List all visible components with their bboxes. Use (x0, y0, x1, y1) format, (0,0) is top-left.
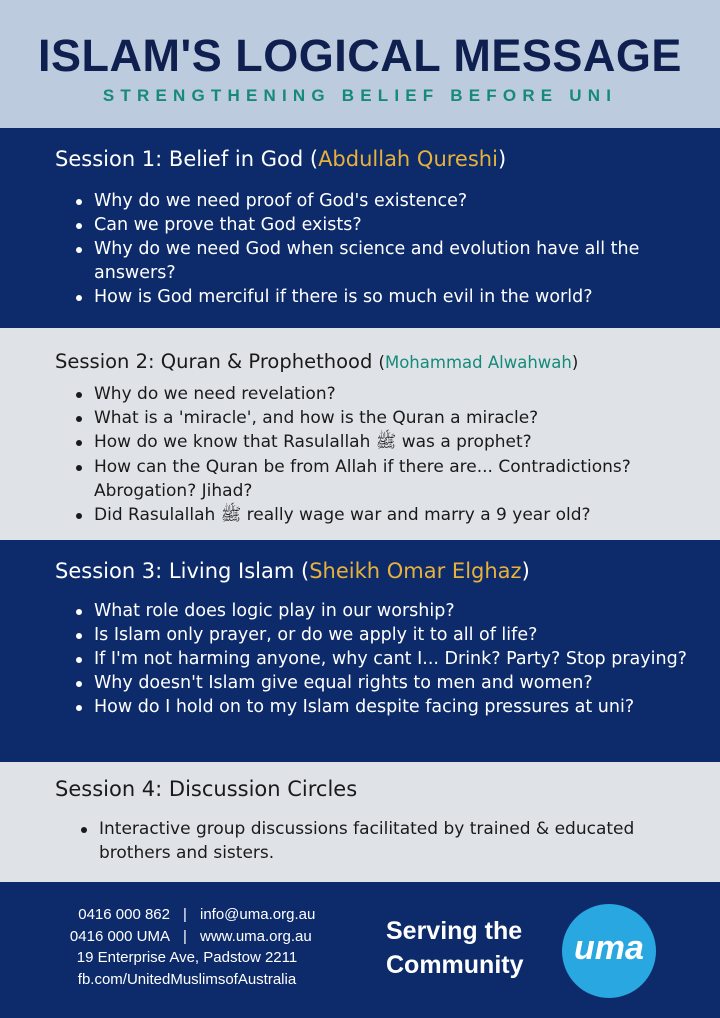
list-item: What role does logic play in our worship? (94, 599, 706, 623)
session-1-speaker: Abdullah Qureshi (318, 147, 498, 171)
contact-block (42, 904, 342, 990)
session-3-title: Session 3: Living Islam (Sheikh Omar Elghaz) (55, 559, 530, 583)
separator: | (183, 927, 187, 945)
separator: | (183, 906, 187, 923)
session-4-list (99, 817, 659, 865)
session-4-title (55, 775, 715, 803)
tagline-line-2: Community (386, 951, 524, 979)
list-item: How is God merciful if there is so much evil in the world? (94, 285, 706, 309)
list-item: If I'm not harming anyone, why cant I... Drink? Party? Stop praying? (94, 647, 706, 671)
session-2-speaker: Mohammad Alwahwah (384, 353, 572, 372)
session-2 (0, 328, 720, 540)
page-subtitle: STRENGTHENING BELIEF BEFORE UNI (102, 86, 618, 105)
list-item: Is Islam only prayer, or do we apply it to all of life? (94, 623, 706, 647)
list-item: Interactive group discussions facilitated by trained & educated brothers and sisters. (99, 817, 659, 865)
footer (0, 882, 720, 1018)
session-1-label: Session 1: Belief in God (55, 147, 304, 171)
session-3-label: Session 3: Living Islam (55, 559, 295, 583)
address: 19 Enterprise Ave, Padstow 2211 (76, 949, 298, 966)
list-item: Why do we need revelation? (94, 382, 706, 406)
contact-row-2 (42, 926, 342, 948)
session-1-list (94, 189, 706, 309)
website-link[interactable]: www.uma.org.au (200, 927, 312, 945)
list-item: How do we know that Rasulallah ﷺ was a prophet? (94, 430, 706, 454)
logo-text: uma (574, 929, 644, 967)
list-item: How do I hold on to my Islam despite facing pressures at uni? (94, 695, 706, 719)
session-2-list (94, 382, 706, 527)
facebook-link[interactable]: fb.com/UnitedMuslimsofAustralia (77, 970, 297, 988)
phone-number-alpha: 0416 000 UMA (69, 927, 170, 945)
list-item: What is a 'miracle', and how is the Quran a miracle? (94, 406, 706, 430)
header-banner (0, 0, 720, 128)
tagline (386, 914, 586, 982)
page-title: ISLAM'S LOGICAL MESSAGE (38, 30, 682, 81)
uma-logo (562, 904, 656, 998)
phone-number: 0416 000 862 (78, 906, 170, 923)
session-4-label: Session 4: Discussion Circles (55, 777, 358, 801)
list-item: Can we prove that God exists? (94, 213, 706, 237)
session-1 (0, 128, 720, 328)
session-3 (0, 540, 720, 762)
session-3-speaker: Sheikh Omar Elghaz (309, 559, 522, 583)
tagline-line-1: Serving the (386, 917, 523, 945)
list-item: Why doesn't Islam give equal rights to men and women? (94, 671, 706, 695)
session-4 (0, 762, 720, 882)
email-link[interactable]: info@uma.org.au (200, 906, 316, 923)
session-3-list (94, 599, 706, 719)
contact-row-1 (42, 904, 342, 926)
list-item: Why do we need proof of God's existence? (94, 189, 706, 213)
list-item: Did Rasulallah ﷺ really wage war and marry a 9 year old? (94, 503, 706, 527)
list-item: Why do we need God when science and evolution have all the answers? (94, 237, 706, 285)
session-2-title: Session 2: Quran & Prophethood (Mohammad Alwahwah) (55, 350, 579, 373)
list-item: How can the Quran be from Allah if there are... Contradictions? Abrogation? Jihad? (94, 455, 706, 503)
session-1-title: Session 1: Belief in God (Abdullah Qureshi) (55, 147, 507, 171)
session-2-label: Session 2: Quran & Prophethood (55, 350, 373, 373)
